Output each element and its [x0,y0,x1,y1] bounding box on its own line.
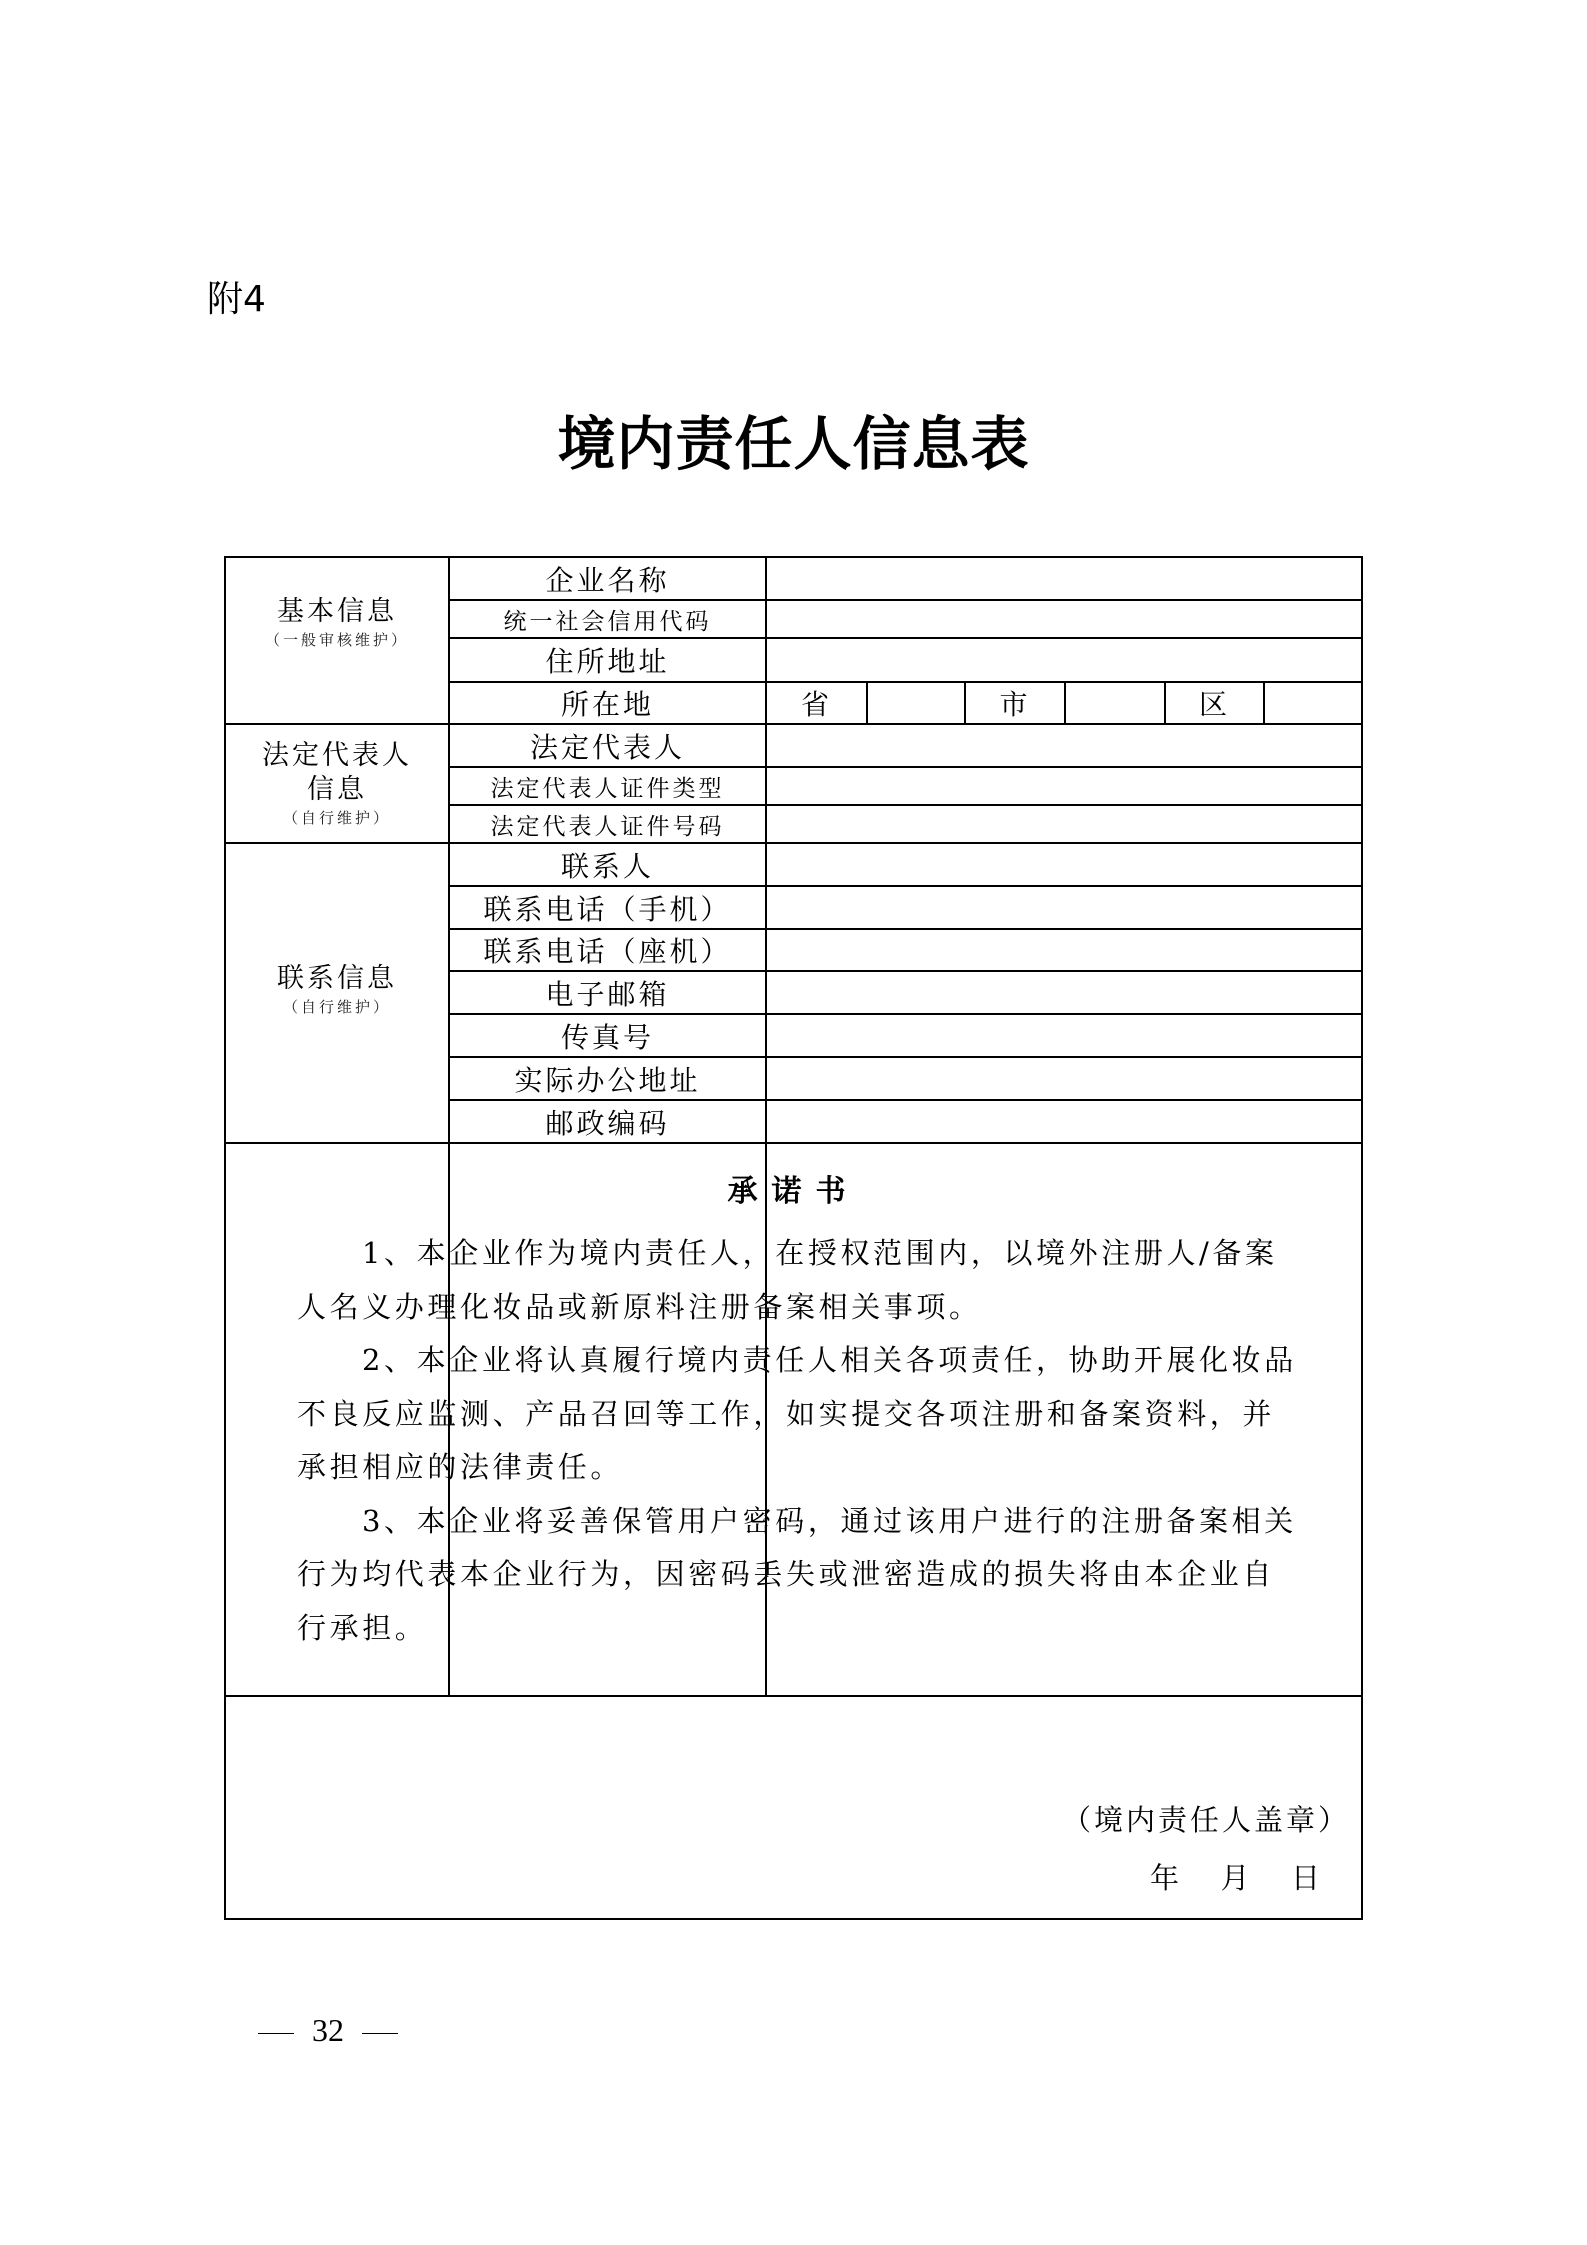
province-input[interactable] [868,683,964,723]
page-number [240,2008,416,2052]
page-number-value: 32 [312,2012,344,2048]
contact-person-input[interactable] [767,844,1361,885]
day-label: 日 [1290,1861,1320,1895]
field-label: 联系电话（手机） [483,892,732,926]
group-title: 联系信息 [277,963,397,994]
province-label: 省 [800,688,832,721]
group-note: （一般审核维护） [264,630,409,649]
promise-paragraph: 2、本企业将认真履行境内责任人相关各项责任，协助开展化妆品不良反应监测、产品召回等工作，如实提交各项注册和备案资料，并承担相应的法律责任。 [297,1343,1297,1484]
month-label: 月 [1220,1861,1250,1895]
seal-label: （境内责任人盖章） [1061,1803,1350,1837]
dash-right [362,2033,398,2035]
dash-left [258,2033,294,2035]
credit-code-input[interactable] [767,601,1361,637]
group-note: （自行维护） [282,998,391,1016]
field-label: 法定代表人证件号码 [490,813,725,840]
office-address-input[interactable] [767,1058,1361,1099]
field-label: 实际办公地址 [514,1063,701,1097]
company-name-input[interactable] [767,558,1361,599]
group-note: （自行维护） [282,808,391,827]
field-label: 法定代表人证件类型 [490,775,725,802]
email-input[interactable] [767,972,1361,1013]
landline-phone-input[interactable] [767,930,1361,970]
group-title: 信息 [307,773,367,805]
field-label: 法定代表人 [529,730,685,764]
promise-paragraph: 3、本企业将妥善保管用户密码，通过该用户进行的注册备案相关行为均代表本企业行为，因密码丢失或泄密造成的损失将由本企业自行承担。 [297,1503,1297,1645]
annex-label: 附4 [207,279,266,320]
group-title: 基本信息 [277,595,397,627]
legal-rep-id-type-input[interactable] [767,768,1361,804]
district-input[interactable] [1265,683,1361,723]
fax-input[interactable] [767,1015,1361,1056]
group-contact-info [226,844,448,1142]
legal-rep-input[interactable] [767,725,1361,766]
group-title: 法定代表人 [262,739,412,771]
postal-code-input[interactable] [767,1101,1361,1142]
divider [226,1695,1361,1697]
promise-paragraph: 1、本企业作为境内责任人，在授权范围内，以境外注册人/备案人名义办理化妆品或新原料注册备案相关事项。 [297,1236,1278,1324]
field-label: 所在地 [560,688,654,721]
field-label: 联系人 [560,849,654,883]
field-label: 联系电话（座机） [483,935,732,968]
district-label: 区 [1198,688,1230,721]
year-label: 年 [1150,1861,1180,1895]
city-input[interactable] [1066,683,1164,723]
domicile-address-input[interactable] [767,639,1361,681]
legal-rep-id-number-input[interactable] [767,806,1361,842]
field-label: 电子邮箱 [545,977,670,1011]
field-label: 住所地址 [545,645,670,678]
field-label: 企业名称 [545,563,670,597]
field-label: 邮政编码 [545,1106,670,1140]
city-label: 市 [999,688,1031,721]
page-title: 境内责任人信息表 [557,410,1030,478]
field-label: 统一社会信用代码 [503,608,712,635]
promise-title: 承诺书 [727,1174,860,1209]
divider [226,1142,1361,1144]
date-line [1150,1858,1320,1898]
group-legal-rep-info [226,725,448,842]
field-label: 传真号 [560,1020,654,1054]
mobile-phone-input[interactable] [767,887,1361,928]
promise-body [297,1227,1307,1655]
group-basic-info [226,558,448,723]
